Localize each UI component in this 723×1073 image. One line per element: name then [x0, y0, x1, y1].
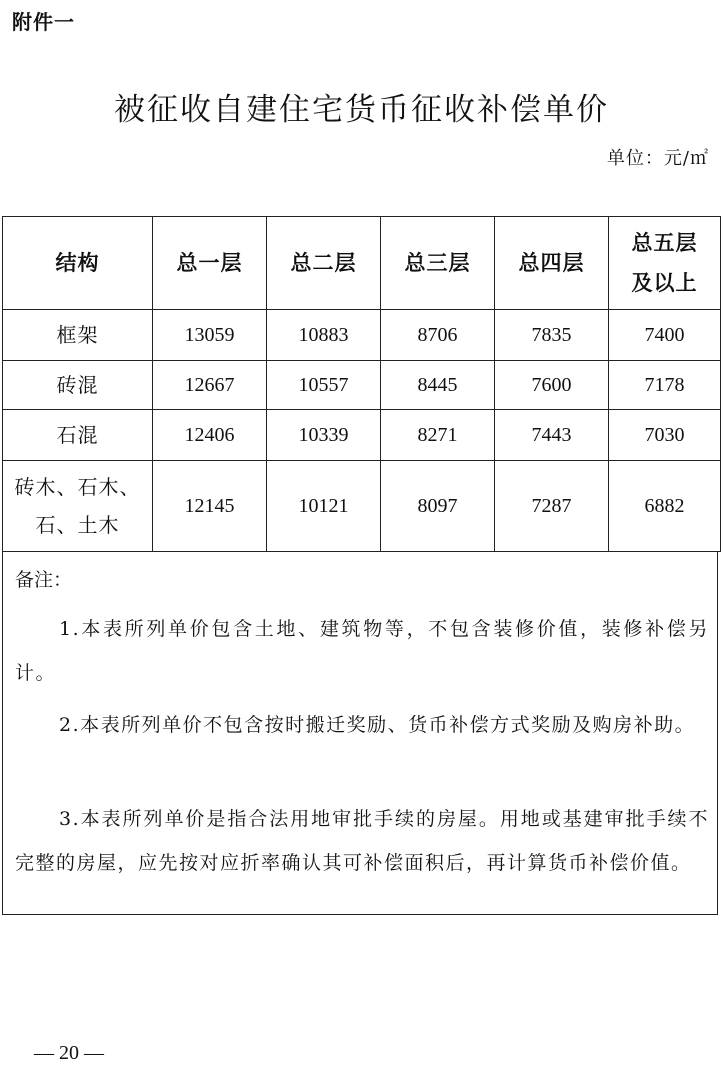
table-row	[3, 410, 721, 461]
price-cell: 10121	[267, 461, 381, 552]
header-floor-4: 总四层	[495, 217, 609, 310]
price-cell: 12406	[153, 410, 267, 461]
table-row	[3, 461, 721, 552]
price-cell: 7400	[609, 310, 721, 361]
table-row	[3, 361, 721, 410]
header-floor-2: 总二层	[267, 217, 381, 310]
price-cell: 10883	[267, 310, 381, 361]
structure-cell: 砖混	[3, 361, 153, 410]
price-cell: 12145	[153, 461, 267, 552]
notes-box	[2, 551, 718, 915]
price-cell: 7600	[495, 361, 609, 410]
price-cell: 8706	[381, 310, 495, 361]
price-cell: 6882	[609, 461, 721, 552]
table-row	[3, 310, 721, 361]
price-cell: 8097	[381, 461, 495, 552]
attachment-label: 附件一	[12, 10, 75, 34]
price-cell: 7443	[495, 410, 609, 461]
price-cell: 7030	[609, 410, 721, 461]
unit-label: 单位：元/㎡	[606, 148, 709, 169]
table-header-row	[3, 217, 721, 310]
price-cell: 10339	[267, 410, 381, 461]
structure-cell: 砖木、石木、 石、土木	[3, 461, 153, 552]
price-cell: 7835	[495, 310, 609, 361]
price-cell: 7178	[609, 361, 721, 410]
document-title: 被征收自建住宅货币征收补偿单价	[114, 92, 609, 128]
note-item-1: 1.本表所列单价包含土地、建筑物等，不包含装修价值，装修补偿另计。	[15, 618, 709, 684]
price-cell: 10557	[267, 361, 381, 410]
price-cell: 12667	[153, 361, 267, 410]
price-cell: 8271	[381, 410, 495, 461]
header-structure: 结构	[3, 217, 153, 310]
note-item-3: 3.本表所列单价是指合法用地审批手续的房屋。用地或基建审批手续不完整的房屋，应先按对应折率确认其可补偿面积后，再计算货币补偿价值。	[15, 808, 709, 874]
page-number: — 20 —	[34, 1042, 104, 1064]
notes-label: 备注：	[15, 569, 73, 591]
price-cell: 7287	[495, 461, 609, 552]
header-floor-1: 总一层	[153, 217, 267, 310]
note-item-2: 2.本表所列单价不包含按时搬迁奖励、货币补偿方式奖励及购房补助。	[59, 714, 696, 736]
price-table	[2, 216, 721, 552]
header-floor-5-plus: 总五层 及以上	[609, 217, 721, 310]
header-floor-3: 总三层	[381, 217, 495, 310]
price-cell: 13059	[153, 310, 267, 361]
structure-cell: 框架	[3, 310, 153, 361]
price-cell: 8445	[381, 361, 495, 410]
structure-cell: 石混	[3, 410, 153, 461]
